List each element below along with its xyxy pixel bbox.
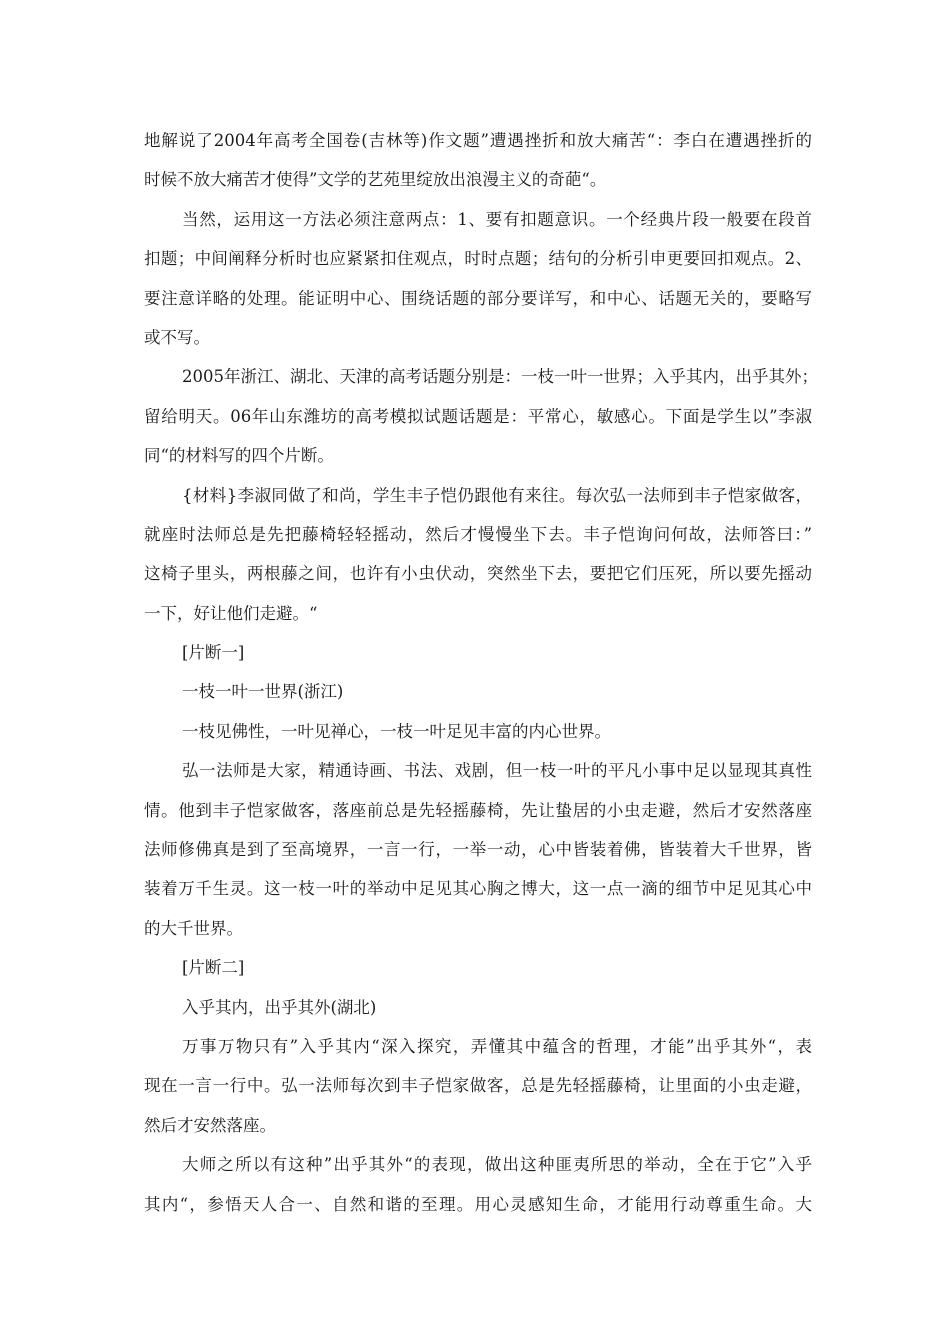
text-line: {材料}李淑同做了和尚，学生丰子恺仍跟他有来往。每次弘一法师到丰子恺家做客， xyxy=(182,485,812,505)
text-line: 大师之所以有这种”出乎其外“的表现，做出这种匪夷所思的举动，全在于它”入乎 xyxy=(182,1155,812,1175)
text-line: 地解说了2004年高考全国卷(吉林等)作文题”遭遇挫折和放大痛苦“：李白在遭遇挫折的 xyxy=(144,131,812,150)
text-line: 法师修佛真是到了至高境界，一言一行，一举一动，心中皆装着佛，皆装着大千世界，皆 xyxy=(144,840,812,860)
text-line: 一枝见佛性，一叶见禅心，一枝一叶足见丰富的内心世界。 xyxy=(182,721,611,741)
text-line: 留给明天。06年山东潍坊的高考模拟试题话题是：平常心，敏感心。下面是学生以”李淑 xyxy=(144,406,812,426)
text-line: 现在一言一行中。弘一法师每次到丰子恺家做客，总是先轻摇藤椅，让里面的小虫走避， xyxy=(144,1076,812,1096)
text-line: 要注意详略的处理。能证明中心、围绕话题的部分要详写，和中心、话题无关的，要略写 xyxy=(144,288,812,308)
text-line: 然后才安然落座。 xyxy=(144,1115,276,1135)
text-line: 情。他到丰子恺家做客，落座前总是先轻摇藤椅，先让蛰居的小虫走避，然后才安然落座 xyxy=(144,800,812,820)
text-line: 弘一法师是大家，精通诗画、书法、戏剧，但一枝一叶的平凡小事中足以显现其真性 xyxy=(182,761,812,781)
text-line: 就座时法师总是先把藤椅轻轻摇动，然后才慢慢坐下去。丰子恺询问何故，法师答曰：” xyxy=(144,524,812,544)
text-line: 入乎其内，出乎其外(湖北) xyxy=(182,997,377,1017)
text-line: 扣题；中间阐释分析时也应紧紧扣住观点，时时点题；结句的分析引申更要回扣观点。2、 xyxy=(144,249,812,269)
text-line: [片断二] xyxy=(182,958,245,978)
text-line: 时候不放大痛苦才使得”文学的艺苑里绽放出浪漫主义的奇葩“。 xyxy=(144,170,607,190)
text-line: 的大千世界。 xyxy=(144,918,243,938)
text-line: 同“的材料写的四个片断。 xyxy=(144,446,334,466)
text-line: 一枝一叶一世界(浙江) xyxy=(182,682,344,702)
text-line: 万事万物只有”入乎其内“深入探究，弄懂其中蕴含的哲理，才能”出乎其外“，表 xyxy=(182,1036,812,1056)
text-line: 装着万千生灵。这一枝一叶的举动中足见其心胸之博大，这一点一滴的细节中足见其心中 xyxy=(144,879,812,899)
text-line: 2005年浙江、湖北、天津的高考话题分别是：一枝一叶一世界；入乎其内，出乎其外； xyxy=(182,367,818,387)
text-line: 或不写。 xyxy=(144,327,210,347)
text-line: 其内“，参悟天人合一、自然和谐的至理。用心灵感知生命，才能用行动尊重生命。大 xyxy=(144,1194,812,1214)
text-line: [片断一] xyxy=(182,643,245,663)
document-body xyxy=(144,121,818,1224)
text-line: 一下，好让他们走避。“ xyxy=(144,603,318,623)
text-line: 当然，运用这一方法必须注意两点：1、要有扣题意识。一个经典片段一般要在段首 xyxy=(182,209,812,229)
text-line: 这椅子里头，两根藤之间，也许有小虫伏动，突然坐下去，要把它们压死，所以要先摇动 xyxy=(144,564,812,584)
